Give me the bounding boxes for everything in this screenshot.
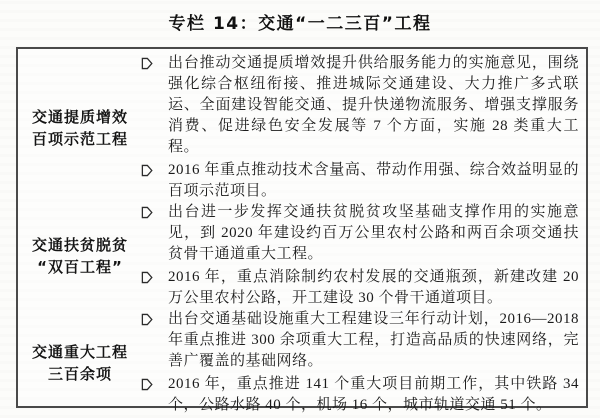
row-label-line: 三百余项 — [47, 364, 112, 383]
table-row — [22, 53, 581, 202]
row-label-line: 交通扶贫脱贫 — [31, 235, 128, 254]
bullet-text: 2016 年重点推动技术含量高、带动作用强、综合效益明显的百项示范项目。 — [168, 162, 579, 199]
bullet-text: 2016 年，重点推进 141 个重大项目前期工作，其中铁路 34 个，公路水路 40 个，机场 16 个，城市轨道交通 51 个。 — [168, 376, 579, 413]
open-right-arrow-icon — [138, 160, 168, 177]
open-right-arrow-icon — [138, 53, 168, 70]
row-label-line: 百项示范工程 — [31, 129, 128, 148]
open-right-arrow-icon — [138, 267, 168, 284]
bullet-item — [138, 374, 579, 416]
row-label — [22, 202, 138, 309]
bullet-text: 出台进一步发挥交通扶贫脱贫攻坚基础支撑作用的实施意见，到 2020 年建设约百万公里农村公路和两百余项交通扶贫骨干通道重大工程。 — [168, 204, 579, 262]
bullet-text: 2016 年，重点消除制约农村发展的交通瓶颈，新建改建 20 万公里农村公路，开工建设 30 个骨干通道项目。 — [168, 269, 579, 306]
bullet-item — [138, 267, 579, 309]
open-right-arrow-icon — [138, 374, 168, 391]
row-label — [22, 309, 138, 416]
row-label-line: 交通提质增效 — [31, 107, 128, 126]
open-right-arrow-icon — [138, 309, 168, 326]
row-label — [22, 53, 138, 202]
bullet-text: 出台推动交通提质增效提升供给服务能力的实施意见，围绕强化综合枢纽衔接、推进城际交通建设、大力推广多式联运、全面建设智能交通、提升快递物流服务、增强支撑服务消费、促进绿色安全发展等 7 个方面，实施 28 类重大工程。 — [168, 55, 579, 155]
row-label-line: 交通重大工程 — [31, 342, 128, 361]
table-row — [22, 309, 581, 416]
row-content — [138, 309, 581, 416]
panel-title: 专栏 14：交通“一二三百”工程 — [168, 14, 432, 34]
open-right-arrow-icon — [138, 202, 168, 219]
bullet-item — [138, 53, 579, 158]
bullet-item — [138, 309, 579, 372]
bullet-item — [138, 160, 579, 202]
row-content — [138, 53, 581, 202]
table-row — [22, 202, 581, 309]
row-content — [138, 202, 581, 309]
bullet-text: 出台交通基础设施重大工程建设三年行动计划，2016—2018 年重点推进 300 余项重大工程，打造高品质的快速网络，完善广覆盖的基础网络。 — [168, 311, 579, 369]
panel-table — [16, 47, 588, 413]
bullet-item — [138, 202, 579, 265]
row-label-line: “双百工程” — [37, 257, 123, 276]
